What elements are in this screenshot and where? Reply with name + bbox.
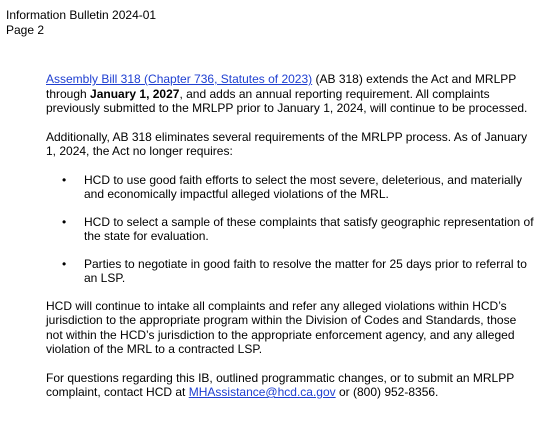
document-header [6,8,156,38]
list-item [46,257,536,286]
paragraph-text: , and adds an annual reporting requirement. All complaints previously submitted to the MRLPP prior to January 1, 2024, will continue to be processed. [46,86,528,115]
extension-date: January 1, 2027 [90,86,180,101]
list-item-text: HCD to select a sample of these complaints that satisfy geographic representation of the state for evaluation. [84,214,534,243]
requirements-list [46,173,536,286]
list-item [46,215,536,244]
paragraph-text: For questions regarding this IB, outlined programmatic changes, or to submit an MRLPP complaint, contact HCD at [46,370,515,399]
document-body [46,72,536,414]
list-item-text: Parties to negotiate in good faith to resolve the matter for 25 days prior to referral to an LSP. [84,256,527,285]
bullet-icon: • [62,172,67,187]
paragraph-intake-complaints: HCD will continue to intake all complaints and refer any alleged violations within HCD’s jurisdiction to the appropriate program within the Division of Codes and Standards, those not within the HCD’s jurisdiction to the appropriate enforcement agency, and any alleged violation of the MRL to a contracted LSP. [46,298,517,356]
list-item-text: HCD to use good faith efforts to select the most severe, deleterious, and materially and economically impactful alleged violations of the MRL. [84,172,522,201]
paragraph-text: or (800) 952-8356. [335,385,439,399]
bullet-icon: • [62,214,67,229]
email-link[interactable]: MHAssistance@hcd.ca.gov [188,385,336,399]
page-number: Page 2 [6,23,45,37]
paragraph-ab318-extension [46,72,536,116]
list-item [46,173,536,202]
paragraph-contact [46,371,536,400]
bulletin-number: Information Bulletin 2024-01 [6,8,157,22]
assembly-bill-318-link[interactable]: Assembly Bill 318 (Chapter 736, Statutes of 2023) [46,72,313,86]
paragraph-eliminated-requirements: Additionally, AB 318 eliminates several requirements of the MRLPP process. As of January 1, 2024, the Act no longer requires: [46,129,528,158]
bullet-icon: • [62,256,67,271]
paragraph-text: (AB 318) extends the Act and MRLPP through [46,72,517,101]
